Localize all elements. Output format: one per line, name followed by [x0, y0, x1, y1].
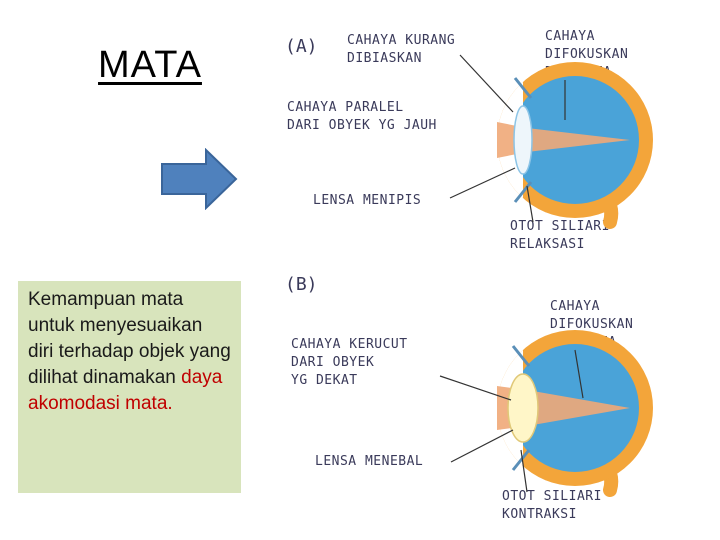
page-title: MATA — [98, 44, 202, 86]
panel-a-tag: (A) — [285, 36, 318, 57]
panel-b-label-top-right-2: DIFOKUSKAN — [550, 317, 634, 332]
eye-b — [495, 328, 653, 490]
panel-b-label-left-3: YG DEKAT — [291, 373, 358, 388]
panel-a-label-muscle-1: OTOT SILIARI — [510, 219, 610, 234]
panel-b-label-muscle-1: OTOT SILIARI — [502, 489, 602, 504]
description-highlight: daya akomodasi mata. — [28, 367, 223, 414]
description-text: Kemampuan mata untuk menyesuaikan diri terhadap objek yang dilihat dinamakan — [28, 289, 231, 388]
description-box — [18, 281, 241, 493]
panel-a-label-muscle-2: RELAKSASI — [510, 237, 585, 252]
panel-a-label-top-right-2: DIFOKUSKAN — [545, 47, 629, 62]
panel-b-label-muscle-2: KONTRAKSI — [502, 507, 577, 522]
right-arrow-icon — [160, 148, 240, 210]
panel-b-label-top-right-1: CAHAYA — [550, 299, 600, 314]
panel-a-label-left-2: DARI OBYEK YG JAUH — [287, 118, 437, 133]
panel-b-label-left-1: CAHAYA KERUCUT — [291, 337, 408, 352]
panel-a-label-top-left-1: CAHAYA KURANG — [347, 33, 456, 48]
panel-b-tag: (B) — [285, 274, 318, 295]
panel-b-label-left-2: DARI OBYEK — [291, 355, 375, 370]
panel-b-label-lens: LENSA MENEBAL — [315, 454, 424, 469]
panel-a-label-left-1: CAHAYA PARALEL — [287, 100, 404, 115]
panel-a-label-top-right-1: CAHAYA — [545, 29, 595, 44]
eye-a — [495, 60, 653, 222]
panel-a-label-lens: LENSA MENIPIS — [313, 193, 422, 208]
panel-a-label-top-left-2: DIBIASKAN — [347, 51, 422, 66]
eye-accommodation-diagram — [265, 0, 720, 540]
